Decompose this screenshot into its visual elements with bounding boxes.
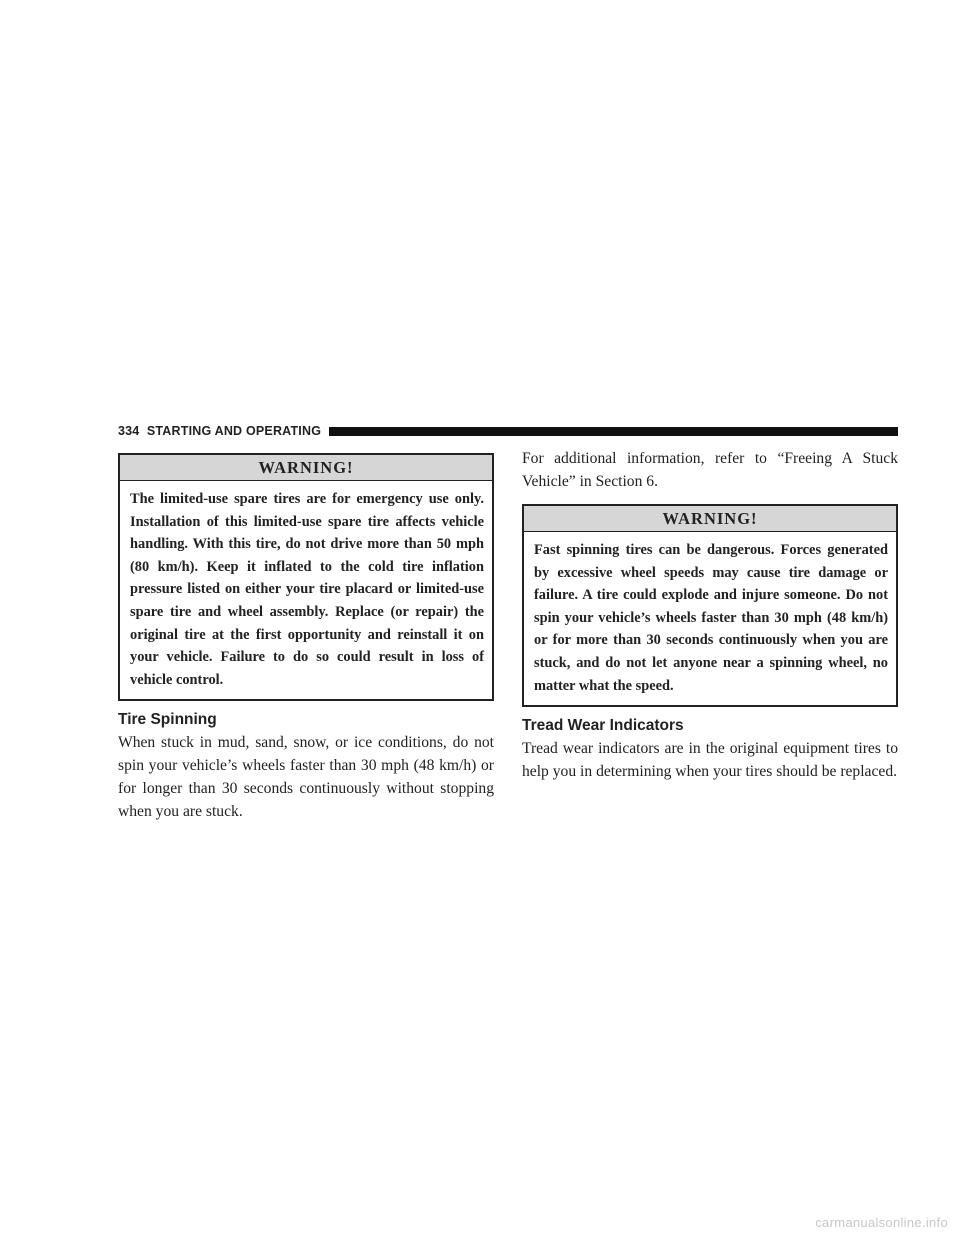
warning-text: The limited-use spare tires are for emergency use only. Installation of this limited-use spare tire affects vehicle handling. With this tire, do not drive more than 50 mph (80 km/h). Keep it inflated to the cold tire inflation pressure listed on either your tire placard or limited-use spare tire and wheel assembly. Replace (or repair) the original tire at the first opportunity and reinstall it on your vehicle. Failure to do so could result in loss of vehicle control. [130,491,484,688]
right-column [522,447,898,783]
page-number: 334 [118,424,140,438]
warning-box-spare-tire [118,453,494,701]
paragraph-additional-info: For additional information, refer to “Freeing A Stuck Vehicle” in Section 6. [522,450,898,490]
warning-box-spinning [522,504,898,707]
left-column [118,453,494,823]
watermark: carmanualsonline.info [815,1215,948,1230]
paragraph-tread-wear: Tread wear indicators are in the original equipment tires to help you in determining when your tires should be replaced. [522,740,898,781]
warning-title: WARNING! [524,506,896,532]
page-header [118,424,898,438]
warning-text: Fast spinning tires can be dangerous. Forces generated by excessive wheel speeds may cause tire damage or failure. A tire could explode and injure someone. Do not spin your vehicle’s wheels faster than 30 mph (48 km/h) or for more than 30 seconds continuously when you are stuck, and do not let anyone near a spinning wheel, no matter what the speed. [534,542,888,694]
warning-title: WARNING! [120,455,492,481]
paragraph-tire-spinning: When stuck in mud, sand, snow, or ice conditions, do not spin your vehicle’s wheels faster than 30 mph (48 km/h) or for longer than 30 seconds continuously without stopping when you are stuck. [118,734,494,821]
header-rule [329,427,898,436]
section-title: STARTING AND OPERATING [146,424,322,438]
page-header-text [118,424,321,438]
heading-tire-spinning: Tire Spinning [118,711,217,729]
heading-tread-wear: Tread Wear Indicators [522,717,684,735]
